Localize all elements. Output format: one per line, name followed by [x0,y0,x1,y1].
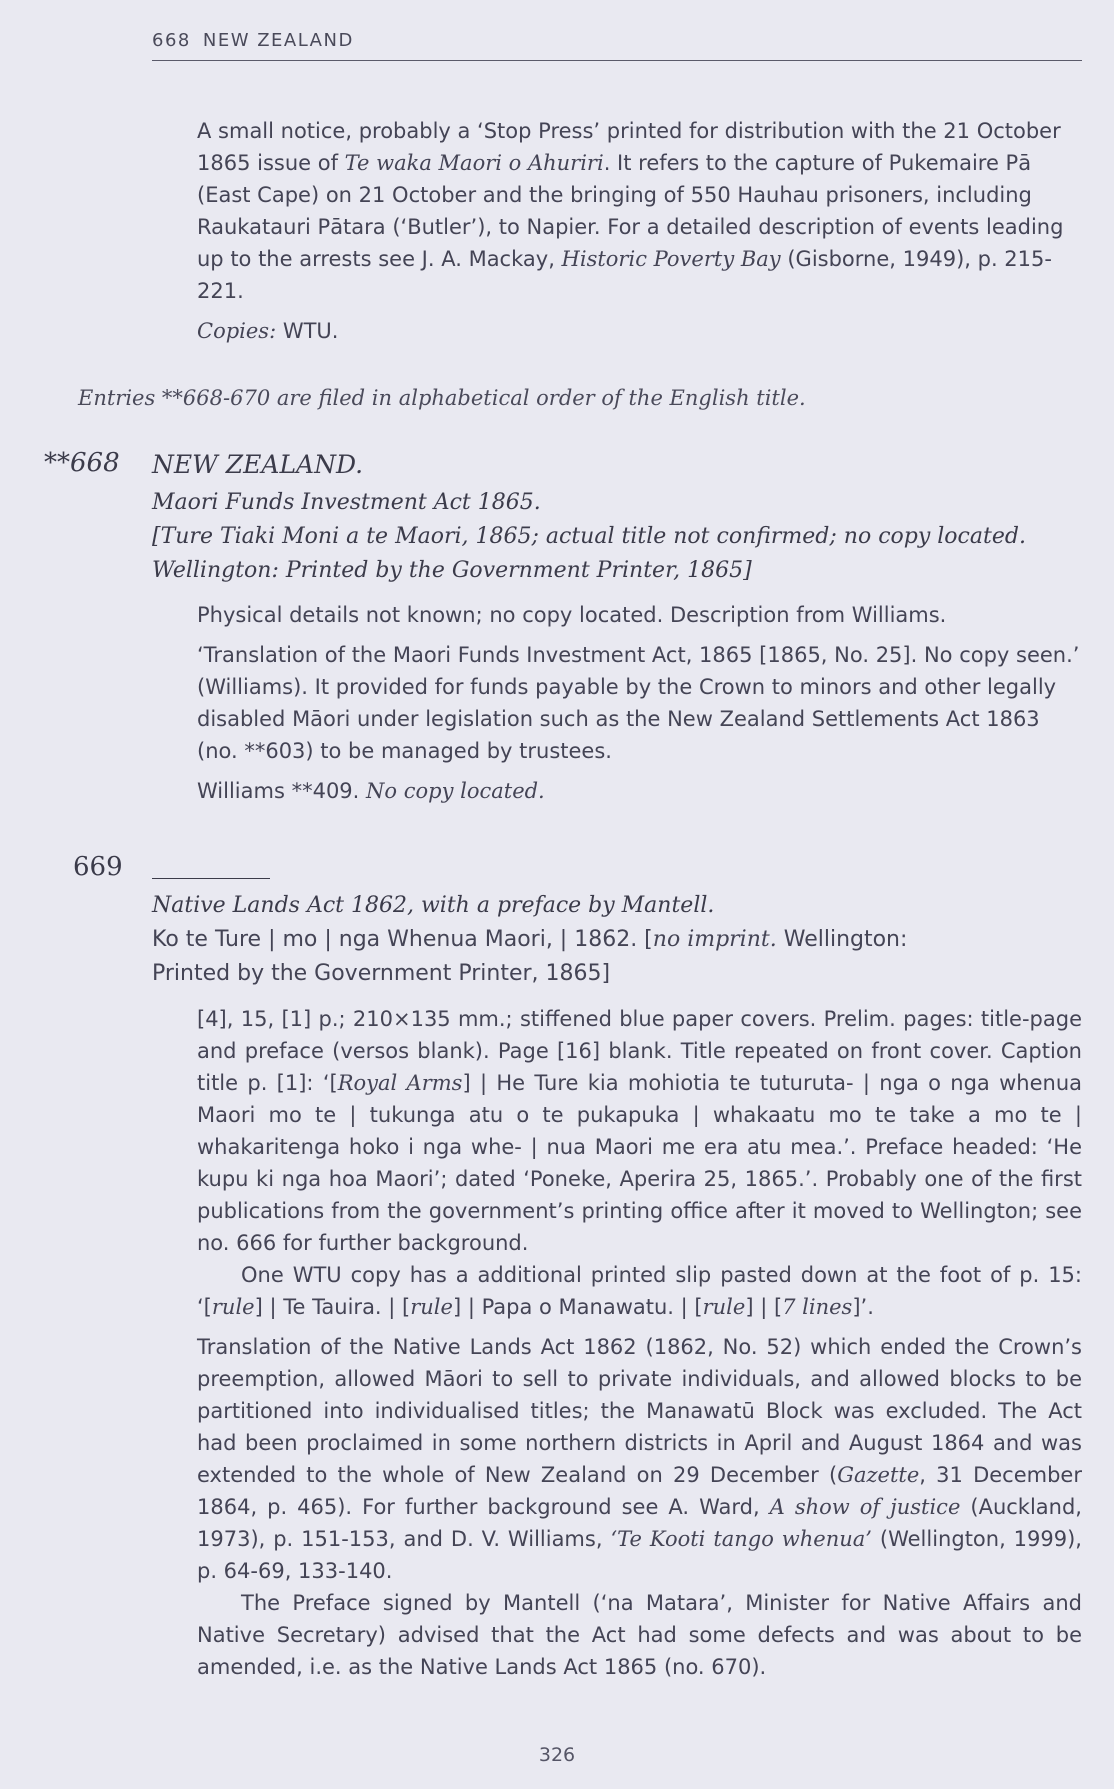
header-rule [152,60,1082,61]
header-page-number: 668 [152,30,191,51]
prev-entry-text: A small notice, probably a ‘Stop Press’ printed for distribution with the 21 October 1865 issue of [197,119,1061,175]
newspaper-title: Te waka Maori o Ahuriri [344,151,604,175]
prev-entry-note [197,115,1082,347]
entry-number: **668 [44,448,120,478]
entry-title-block [152,486,1092,588]
slip-note: One WTU copy has a additional printed slip pasted down at the foot of p. 15: ‘[rule] | Te Tauira. | [rule] | Papa o Manawatu. | [rule] | [7 lines]’. [197,1263,1082,1319]
preface-note: The Preface signed by Mantell (‘na Matara’, Minister for Native Affairs and Native Secretary) advised that the Act had some defects and was about to be amended, i.e. as the Native Lands Act 1865 (no. 670). [197,1591,1082,1679]
reference: Williams **409. [197,779,360,803]
page-footer-number: 326 [538,1744,576,1766]
reference-note: No copy located. [366,779,545,803]
entry-title: Native Lands Act 1862, with a preface by Mantell. [152,893,715,918]
entry-title-block [152,889,1092,991]
copies-label: Copies: [197,319,277,343]
entry-imprint: Ko te Ture | mo | nga Whenua Maori, | 1862. [ [152,927,653,952]
entry-note: ‘Translation of the Maori Funds Investment Act, 1865 [1865, No. 25]. No copy seen.’ (Williams). It provided for funds payable by the Crown to minors and other legally disabled Māori under legislation such as the New Zealand Settlements Act 1863 (no. **603) to be managed by trustees. [197,643,1080,763]
copies-value: WTU. [276,319,339,343]
book-title: Historic Poverty Bay [561,247,781,271]
physical-description: Physical details not known; no copy located. Description from Williams. [197,603,947,627]
filing-note: Entries **668-670 are filed in alphabetical order of the English title. [78,386,806,410]
entry-669-description [197,1003,1082,1683]
entry-imprint: Wellington: Printed by the Government Printer, 1865] [152,558,752,583]
prev-entry-text: . It refers to the capture of Pukemaire Pā (East Cape) on 21 October and the bringing of 550 Hauhau prisoners, including Raukatauri Pātara (‘Butler’), to Napier. For a detailed description of events leading up to the arrests see J. A. Mackay, [197,151,1064,271]
entry-title: Maori Funds Investment Act 1865. [152,490,541,515]
entry-number: 669 [73,852,123,882]
repeat-heading-dash [152,868,270,887]
prev-entry-text: (Gisborne, 1949), p. 215-221. [197,247,1052,303]
translation-note: Translation of the Native Lands Act 1862 (1862, No. 52) which ended the Crown’s preemption, allowed Māori to sell to private individuals, and allowed blocks to be partitioned into individualised titles; the Manawatū Block was excluded. The Act had been proclaimed in some northern districts in April and August 1864 and was extended to the whole of New Zealand on 29 December (Gazette, 31 December 1864, p. 465). For further background see A. Ward, A show of justice (Auckland, 1973), p. 151-153, and D. V. Williams, ‘Te Kooti tango whenua’ (Wellington, 1999), p. 64-69, 133-140. [197,1335,1082,1583]
physical-description: [4], 15, [1] p.; 210×135 mm.; stiffened blue paper covers. Prelim. pages: title-page and preface (versos blank). Page [16] blank. Title repeated on front cover. Caption title p. [1]: ‘[Royal Arms] | He Ture kia mohiotia te tuturuta- | nga o nga whenua Maori mo te | tukunga atu o te pukapuka | whakaatu mo te take a mo te | whakaritenga hoko i nga whe- | nua Maori me era atu mea.’. Preface headed: ‘He kupu ki nga hoa Maori’; dated ‘Poneke, Aperira 25, 1865.’. Probably one of the first publications from the government’s printing office after it moved to Wellington; see no. 666 for further background. [197,1007,1082,1255]
entry-heading: NEW ZEALAND. [152,450,364,479]
no-imprint: no imprint. [652,927,777,952]
entry-imprint: Printed by the Government Printer, 1865] [152,961,611,986]
entry-imprint: Wellington: [776,927,908,952]
header-title: NEW ZEALAND [202,30,354,51]
entry-668-description [197,599,1082,807]
entry-imprint: [Ture Tiaki Moni a te Maori, 1865; actual title not confirmed; no copy located. [152,524,1026,549]
running-header [152,30,354,51]
